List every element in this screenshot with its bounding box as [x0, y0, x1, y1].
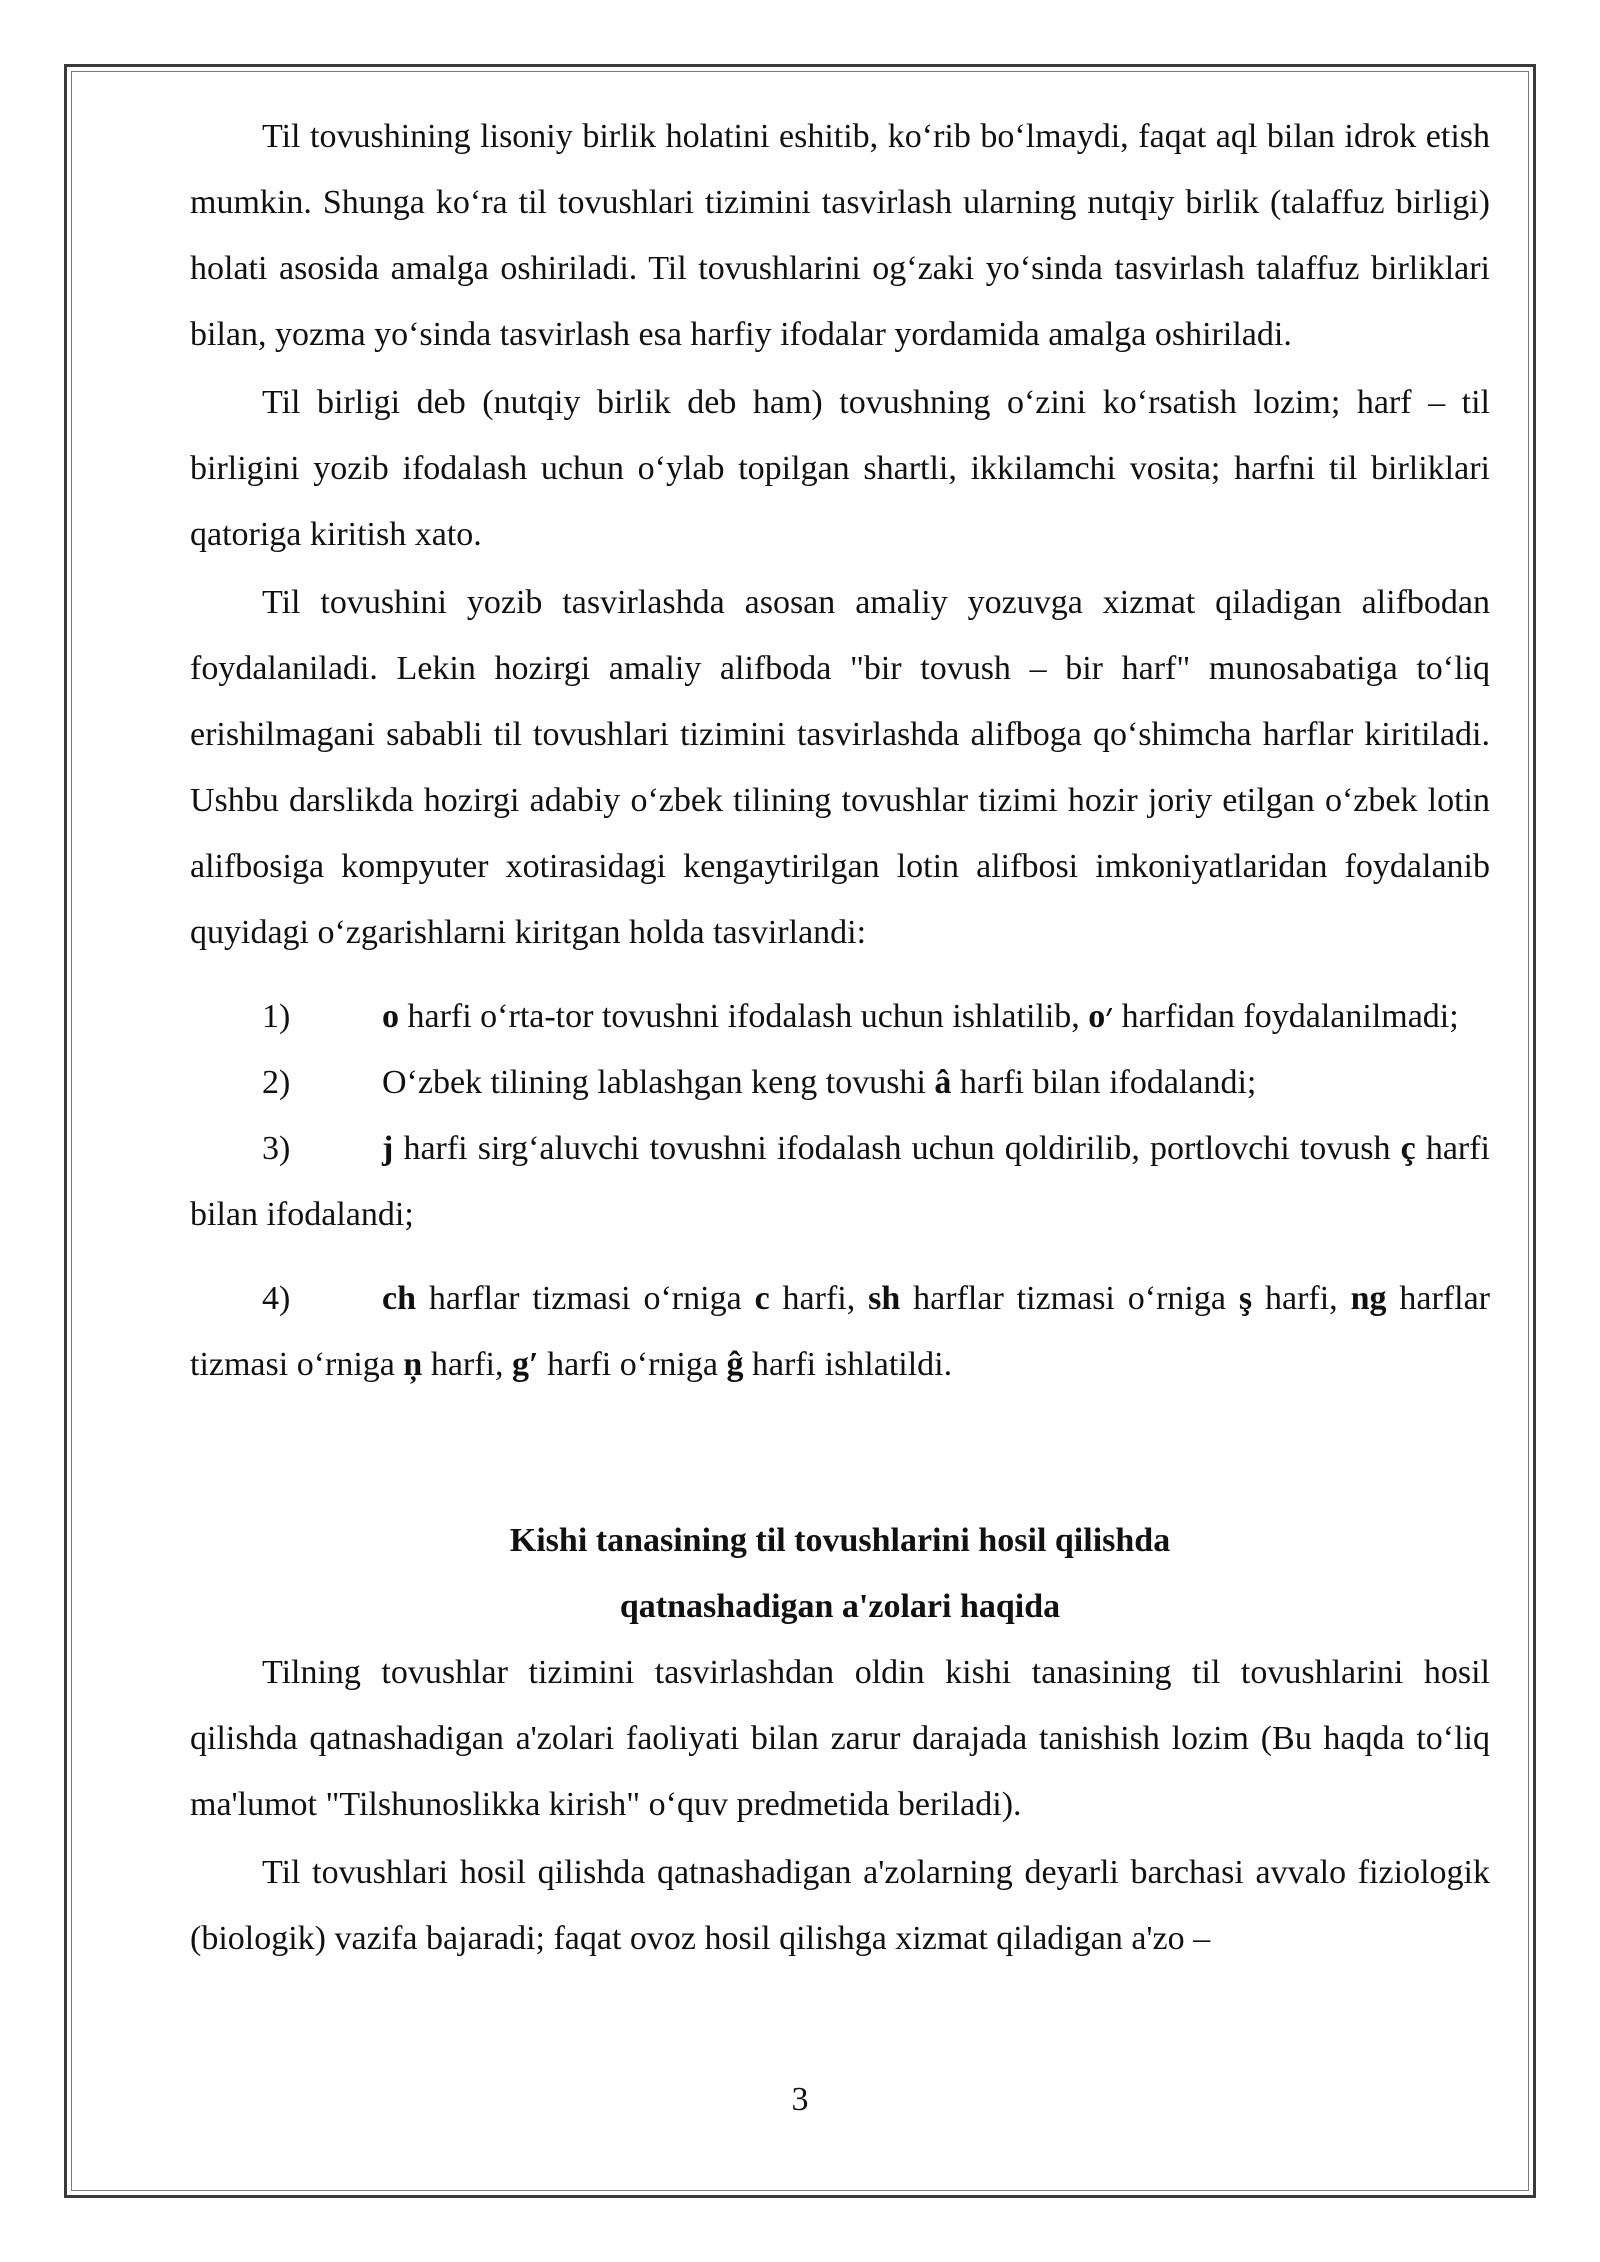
- bold-letter: ng: [1350, 1280, 1387, 1317]
- bold-letter: ç: [1400, 1130, 1416, 1167]
- paragraph-3: Til tovushini yozib tasvirlashda asosan amaliy yozuvga xizmat qiladigan alifbodan foydalaniladi. Lekin hozirgi amaliy alifboda "bir tovush – bir harf" munosabatiga to‘liq erishilmagani sababli til tovushlari tizimini tasvirlashda alifboga qo‘shimcha harflar kiritiladi. Ushbu darslikda hozirgi adabiy o‘zbek tilining tovushlar tizimi hozir joriy etilgan o‘zbek lotin alifbosiga kompyuter xotirasidagi kengaytirilgan lotin alifbosi imkoniyatlaridan foydalanib quyidagi o‘zgarishlarni kiritgan holda tasvirlandi:: [190, 584, 1490, 951]
- list-item-number: 2): [262, 1064, 291, 1101]
- bold-letter: ņ: [403, 1346, 423, 1383]
- list-item-number: 1): [262, 998, 291, 1035]
- bold-letter: ch: [382, 1280, 416, 1317]
- list-item-text: harfi,: [422, 1346, 512, 1383]
- bold-letter: g′: [512, 1346, 539, 1383]
- list-item: [190, 984, 1490, 1050]
- paragraph-1: Til tovushining lisoniy birlik holatini eshitib, ko‘rib bo‘lmaydi, faqat aql bilan idrok etish mumkin. Shunga ko‘ra til tovushlari tizimini tasvirlash ularning nutqiy birlik (talaffuz birligi) holati asosida amalga oshiriladi. Til tovushlarini og‘zaki yo‘sinda tasvirlash talaffuz birliklari bilan, yozma yo‘sinda tasvirlash esa harfiy ifodalar yordamida amalga oshiriladi.: [190, 118, 1490, 353]
- list-item-text: harfi ishlatildi.: [743, 1346, 953, 1383]
- page-number: 3: [791, 2081, 809, 2118]
- bold-letter: o׳: [1088, 998, 1114, 1035]
- list-item-number: 3): [262, 1130, 291, 1167]
- section-heading-line-1: Kishi tanasining til tovushlarini hosil qilishda: [509, 1522, 1171, 1559]
- bold-letter: o: [382, 998, 399, 1035]
- list-item-text: harfi bilan ifodalandi;: [190, 1130, 1490, 1233]
- list-item-text: harfi bilan ifodalandi;: [951, 1064, 1257, 1101]
- list-item-text: harfidan foydalanilmadi;: [1113, 998, 1459, 1035]
- paragraph-5: Til tovushlari hosil qilishda qatnashadigan a'zolarning deyarli barchasi avvalo fiziologik (biologik) vazifa bajaradi; faqat ovoz hosil qilishga xizmat qiladigan a'zo –: [190, 1854, 1490, 1957]
- list-item-text: harflar tizmasi o‘rniga: [190, 1280, 1490, 1383]
- list-item-text: harfi o‘rniga: [538, 1346, 727, 1383]
- paragraph-4: Tilning tovushlar tizimini tasvirlashdan oldin kishi tanasining til tovushlarini hosil qilishda qatnashadigan a'zolari faoliyati bilan zarur darajada tanishish lozim (Bu haqda to‘liq ma'lumot "Tilshunoslikka kirish" o‘quv predmetida beriladi).: [190, 1654, 1490, 1823]
- bold-letter: j: [382, 1130, 394, 1167]
- list-item-text: harfi,: [1252, 1280, 1351, 1317]
- list-item-text: O‘zbek tilining lablashgan keng tovushi: [382, 1064, 935, 1101]
- bold-letter: ş: [1238, 1280, 1253, 1317]
- section-heading-line-2: qatnashadigan a'zolari haqida: [619, 1588, 1061, 1625]
- list-item-text: harfi o‘rta-tor tovushni ifodalash uchun ishlatilib,: [399, 998, 1089, 1035]
- list-item-text: harfi,: [769, 1280, 869, 1317]
- list-item-text: harfi sirg‘aluvchi tovushni ifodalash uchun qoldirilib, portlovchi tovush: [393, 1130, 1401, 1167]
- bold-letter: ĝ: [726, 1346, 744, 1383]
- list-item-number: 4): [262, 1280, 291, 1317]
- list-item-text: harflar tizmasi o‘rniga: [900, 1280, 1239, 1317]
- page-content: [190, 104, 1490, 1972]
- paragraph-2: Til birligi deb (nutqiy birlik deb ham) tovushning o‘zini ko‘rsatish lozim; harf – til birligini yozib ifodalash uchun o‘ylab topilgan shartli, ikkilamchi vosita; harfni til birliklari qatoriga kiritish xato.: [190, 384, 1490, 553]
- list-item: [190, 1050, 1490, 1116]
- list-item: [190, 1116, 1490, 1248]
- list-item-text: harflar tizmasi o‘rniga: [416, 1280, 755, 1317]
- bold-letter: sh: [868, 1280, 901, 1317]
- list-item: [190, 1266, 1490, 1398]
- bold-letter: c: [754, 1280, 770, 1317]
- bold-letter: â: [934, 1064, 952, 1101]
